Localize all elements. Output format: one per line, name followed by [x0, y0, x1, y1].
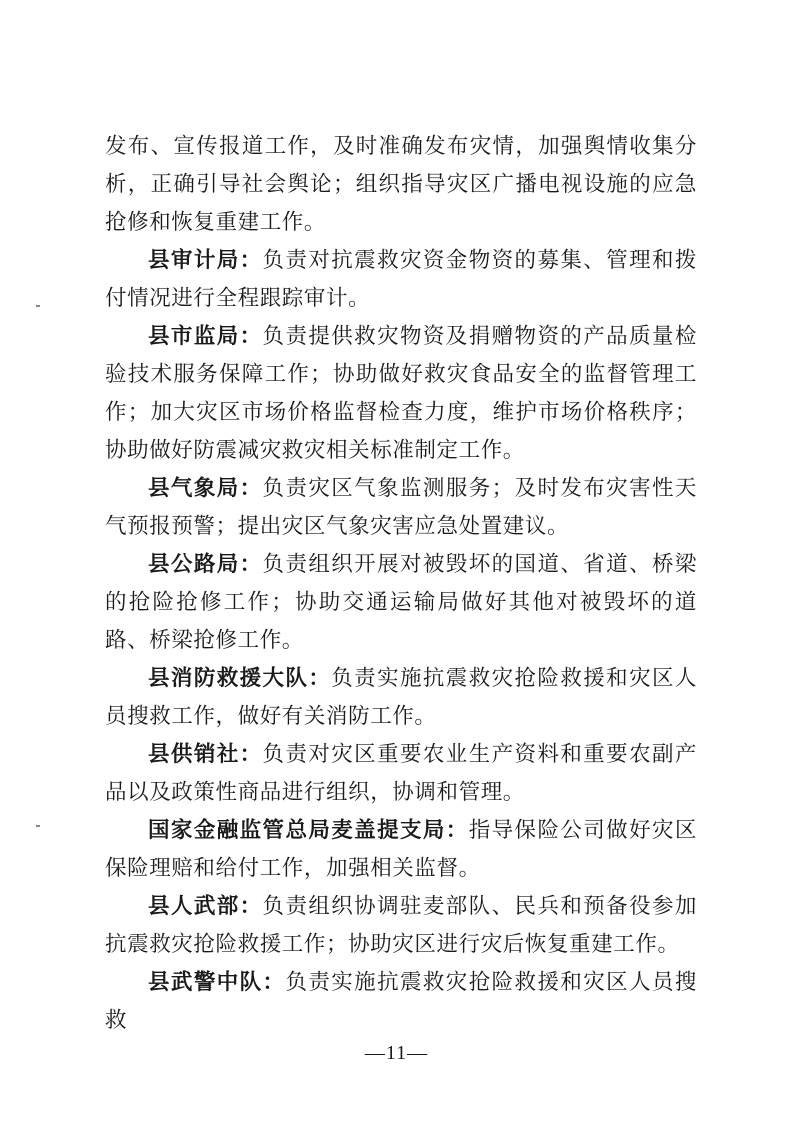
dept-name: 县供销社： — [148, 742, 263, 767]
dept-duty: 指导保险公司做好灾区保险理赔和给付工作，加强相关监督。 — [105, 818, 697, 881]
opening-paragraph: 发布、宣传报道工作，及时准确发布灾情，加强舆情收集分析，正确引导社会舆论；组织指导灾区广播电视设施的应急抢修和恢复重建工作。 — [105, 134, 697, 235]
dept-name: 县消防救援大队： — [148, 666, 332, 691]
dept-name: 县气象局： — [148, 476, 263, 501]
dept-paragraph-audit — [105, 242, 697, 318]
dept-name: 县市监局： — [148, 324, 263, 349]
dept-paragraph-supply — [105, 736, 697, 812]
dept-duty: 负责对灾区重要农业生产资料和重要农副产品以及政策性商品进行组织，协调和管理。 — [105, 742, 697, 805]
dept-paragraph-finance — [105, 812, 697, 888]
dept-name: 县武警中队： — [148, 970, 286, 995]
dept-paragraph-highway — [105, 546, 697, 660]
dept-paragraph-armed-dept — [105, 888, 697, 964]
dept-name: 县审计局： — [148, 248, 263, 273]
dept-name: 国家金融监管总局麦盖提支局： — [148, 818, 469, 843]
dept-duty: 负责组织开展对被毁坏的国道、省道、桥梁的抢险抢修工作；协助交通运输局做好其他对被毁坏的道路、桥梁抢修工作。 — [105, 552, 697, 653]
dept-duty: 负责对抗震救灾资金物资的募集、管理和拨付情况进行全程跟踪审计。 — [105, 248, 697, 311]
dept-name: 县公路局： — [148, 552, 263, 577]
dept-paragraph-armed-police — [105, 964, 697, 1040]
dept-paragraph-fire — [105, 660, 697, 736]
page-number: —11— — [364, 1042, 429, 1064]
dept-name: 县人武部： — [148, 894, 263, 919]
document-body — [105, 128, 697, 1040]
dept-duty: 负责实施抗震救灾抢险救援和灾区人员搜救工作，做好有关消防工作。 — [105, 666, 697, 729]
scan-mark — [36, 825, 40, 827]
dept-duty: 负责灾区气象监测服务；及时发布灾害性天气预报预警；提出灾区气象灾害应急处置建议。 — [105, 476, 697, 539]
dept-paragraph-market — [105, 318, 697, 470]
dept-duty: 负责组织协调驻麦部队、民兵和预备役参加抗震救灾抢险救援工作；协助灾区进行灾后恢复重建工作。 — [105, 894, 697, 957]
dept-paragraph-weather — [105, 470, 697, 546]
dept-duty: 负责提供救灾物资及捐赠物资的产品质量检验技术服务保障工作；协助做好救灾食品安全的监督管理工作；加大灾区市场价格监督检查力度，维护市场价格秩序；协助做好防震减灾救灾相关标准制定工作。 — [105, 324, 697, 463]
scan-mark — [36, 305, 40, 307]
dept-duty: 负责实施抗震救灾抢险救援和灾区人员搜救 — [105, 970, 697, 1033]
